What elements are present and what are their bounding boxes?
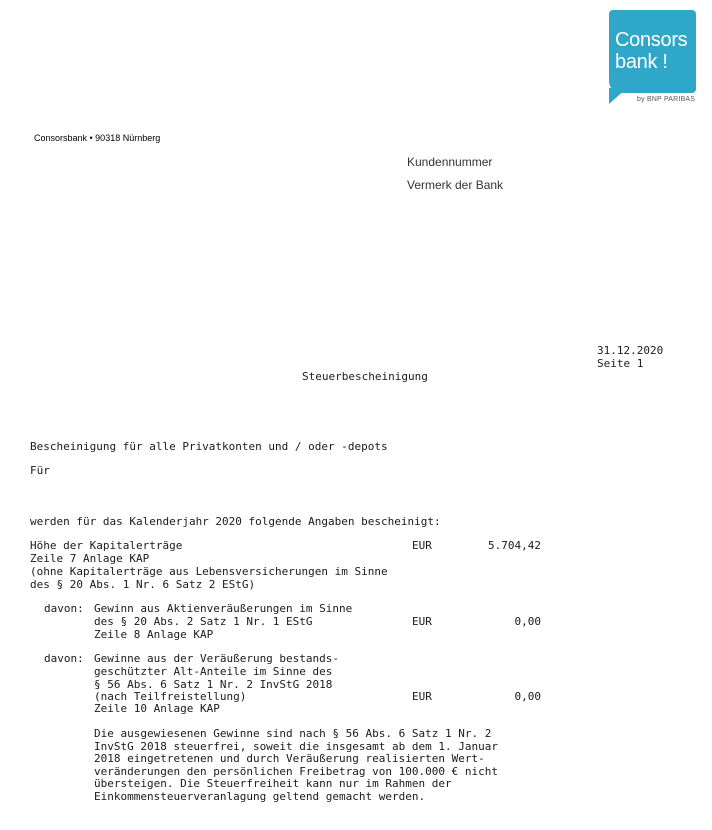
page-number: Seite 1 — [597, 357, 644, 370]
logo-subtitle: by BNP PARIBAS — [637, 96, 696, 103]
section-line: des § 20 Abs. 1 Nr. 6 Satz 2 EStG) — [30, 578, 256, 591]
document-title: Steuerbescheinigung — [302, 370, 428, 383]
section-line: Zeile 8 Anlage KAP — [94, 628, 214, 641]
currency: EUR — [412, 539, 432, 552]
bank-note-label: Vermerk der Bank — [407, 178, 504, 192]
section-line: § 56 Abs. 6 Satz 1 Nr. 2 InvStG 2018 — [94, 678, 333, 691]
intro-statement: werden für das Kalenderjahr 2020 folgende Angaben bescheinigt: — [30, 515, 441, 528]
section-line: Zeile 7 Anlage KAP — [30, 552, 150, 565]
scope-statement: Bescheinigung für alle Privatkonten und / oder -depots — [30, 440, 388, 453]
note-line: InvStG 2018 steuerfrei, soweit die insgesamt ab dem 1. Januar — [94, 740, 498, 753]
logo-line-2: bank ! — [615, 51, 668, 73]
davon-prefix: davon: — [44, 652, 84, 665]
note-line: 2018 eingetretenen und durch Veräußerung realisierten Wert- — [94, 752, 485, 765]
section-line: (nach Teilfreistellung) — [94, 690, 247, 703]
note-line: übersteigen. Die Steuerfreiheit kann nur im Rahmen der — [94, 777, 452, 790]
note-line: Einkommensteuerveranlagung geltend gemacht werden. — [94, 790, 426, 803]
amount: 5.704,42 — [488, 539, 541, 552]
currency: EUR — [412, 615, 432, 628]
section-line: Zeile 10 Anlage KAP — [94, 702, 220, 715]
logo-line-1: Consors — [615, 29, 688, 51]
currency: EUR — [412, 690, 432, 703]
consorsbank-logo — [609, 10, 696, 93]
for-label: Für — [30, 464, 50, 477]
section-line: des § 20 Abs. 2 Satz 1 Nr. 1 EStG — [94, 615, 313, 628]
amount: 0,00 — [514, 690, 541, 703]
section-line: Gewinn aus Aktienveräußerungen im Sinne — [94, 602, 353, 615]
davon-prefix: davon: — [44, 602, 84, 615]
sender-address: Consorsbank • 90318 Nürnberg — [34, 133, 161, 143]
amount: 0,00 — [514, 615, 541, 628]
section-line: Höhe der Kapitalerträge — [30, 539, 183, 552]
section-line: (ohne Kapitalerträge aus Lebensversicherungen im Sinne — [30, 565, 388, 578]
document-date: 31.12.2020 — [597, 344, 664, 357]
section-line: Gewinne aus der Veräußerung bestands- — [94, 652, 340, 665]
section-line: geschützter Alt-Anteile im Sinne des — [94, 665, 333, 678]
note-line: veränderungen den persönlichen Freibetrag von 100.000 € nicht — [94, 765, 498, 778]
customer-number-label: Kundennummer — [407, 155, 493, 169]
note-line: Die ausgewiesenen Gewinne sind nach § 56 Abs. 6 Satz 1 Nr. 2 — [94, 727, 492, 740]
